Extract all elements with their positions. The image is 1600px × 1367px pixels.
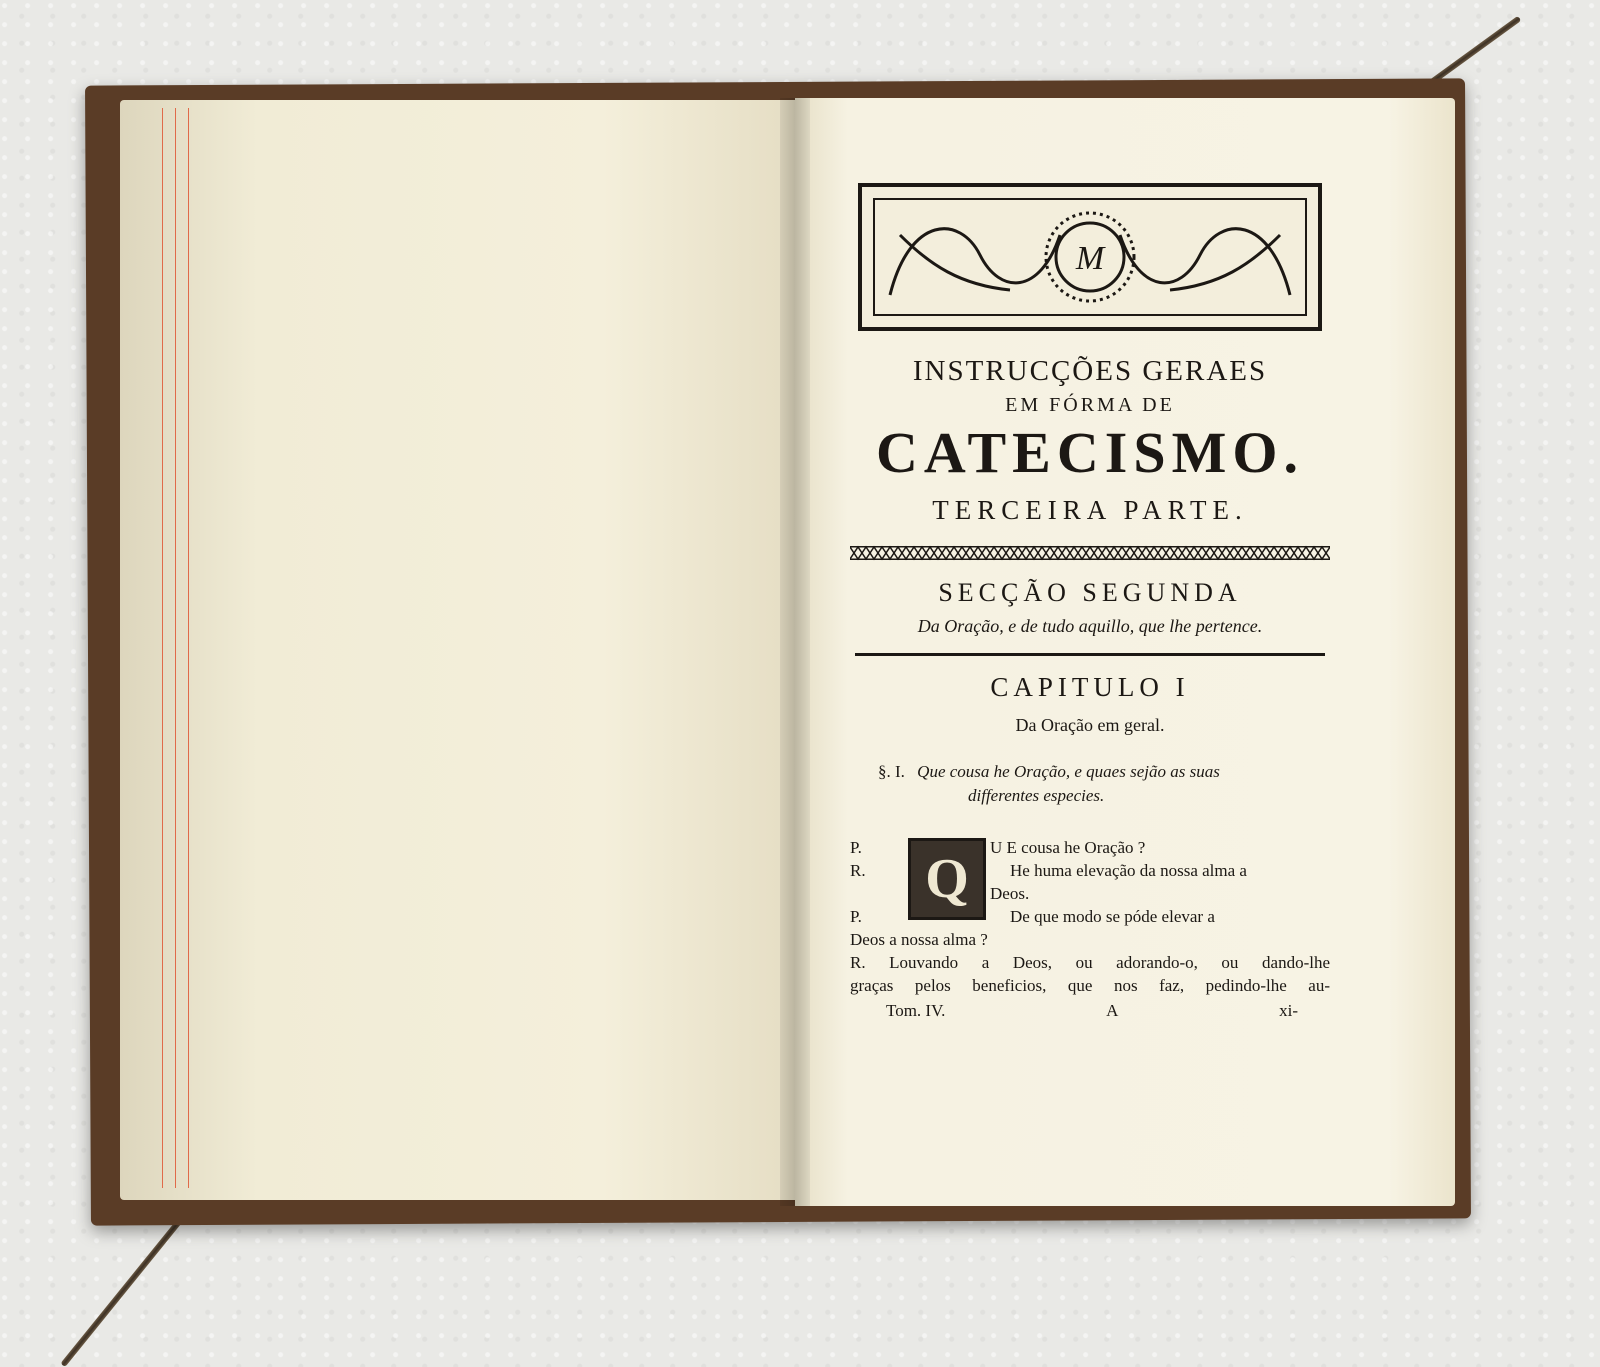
decorative-rule [850, 544, 1330, 562]
book-gutter [780, 98, 810, 1206]
svg-text:M: M [1075, 240, 1105, 277]
question-label: P. [850, 907, 862, 926]
volume-marker: Tom. IV. [886, 1001, 946, 1020]
paragraph-number: §. I. [878, 762, 905, 781]
woodcut-headpiece [858, 183, 1322, 331]
dropcap-letter: Q [925, 847, 969, 910]
body-text [850, 836, 1330, 997]
page-content [850, 183, 1330, 1021]
part-title: TERCEIRA PARTE. [932, 495, 1248, 525]
page-footer [850, 1001, 1330, 1021]
paragraph-heading [850, 760, 1330, 808]
section-subtitle: Da Oração, e de tudo aquillo, que lhe pertence. [917, 616, 1263, 636]
signature-mark: A [1106, 1001, 1119, 1020]
question-label: P. [850, 838, 862, 857]
title-line-1: INSTRUCÇÕES GERAES [912, 355, 1268, 387]
answer-line: R. Louvando a Deos, ou adorando-o, ou dando-lhe [850, 953, 1330, 972]
red-page-edge [175, 108, 176, 1188]
chapter-title: CAPITULO I [990, 672, 1190, 702]
catchword: xi- [1279, 1001, 1298, 1020]
question-continuation: Deos a nossa alma ? [850, 930, 988, 949]
title-line-2: EM FÓRMA DE [1005, 394, 1175, 416]
section-title: SECÇÃO SEGUNDA [938, 578, 1242, 607]
question-text: De que modo se póde elevar a [1010, 907, 1215, 926]
red-page-edge [188, 108, 189, 1188]
dropcap-initial [908, 838, 986, 920]
paragraph-title-line-1: Que cousa he Oração, e quaes sejão as suas [917, 762, 1220, 781]
ornament-icon [870, 195, 1310, 319]
horizontal-rule [855, 653, 1325, 656]
paragraph-title-line-2: differentes especies. [968, 786, 1105, 805]
answer-text: He huma elevação da nossa alma a [1010, 861, 1247, 880]
book-title: CATECISMO. [876, 420, 1304, 485]
left-page [120, 100, 810, 1200]
answer-continuation: Deos. [990, 884, 1030, 903]
red-page-edge [162, 108, 163, 1188]
chapter-subtitle: Da Oração em geral. [1015, 715, 1165, 735]
answer-line: graças pelos beneficios, que nos faz, pedindo-lhe au- [850, 976, 1330, 995]
answer-label: R. [850, 861, 866, 880]
question-text: U E cousa he Oração ? [990, 838, 1146, 857]
